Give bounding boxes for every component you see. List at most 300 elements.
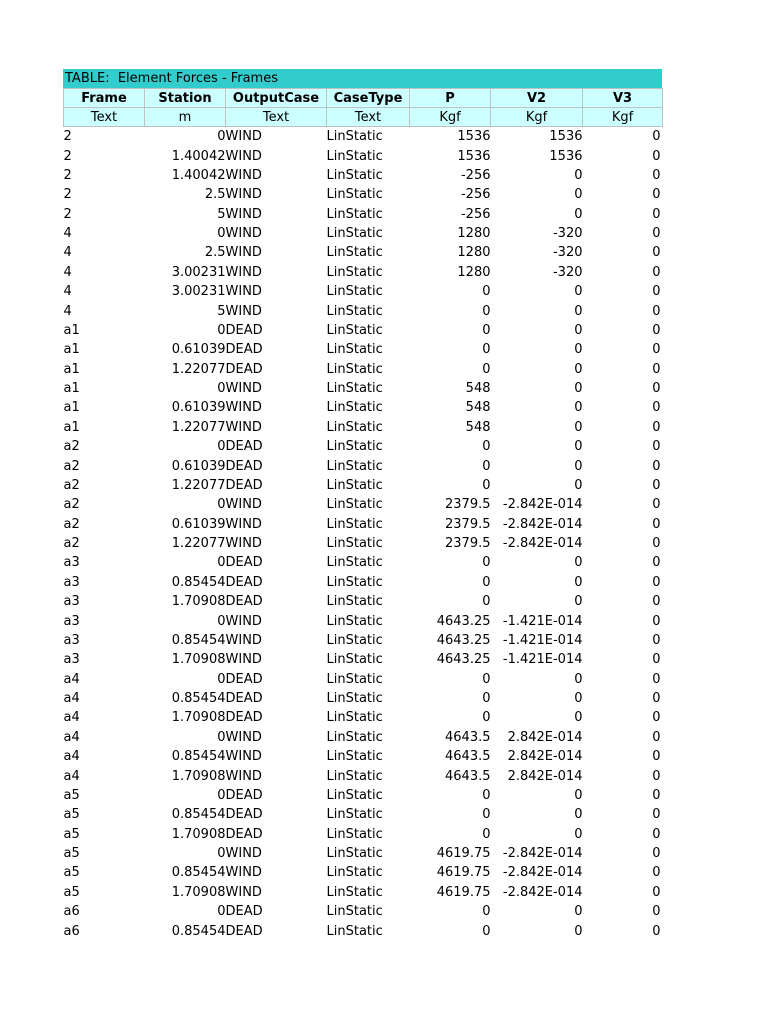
cell-v2: -320: [552, 245, 583, 261]
cell-station: 1.22077: [171, 361, 226, 377]
cell-v3: 0: [652, 594, 661, 610]
table-row: [64, 805, 663, 824]
table-title: TABLE: Element Forces - Frames: [63, 69, 662, 88]
table-row: [64, 650, 663, 669]
cell-case-type: LinStatic: [326, 303, 383, 319]
table-body: [64, 127, 663, 941]
cell-v3: 0: [652, 710, 661, 726]
cell-v2: 0: [574, 691, 583, 707]
cell-v3: 0: [652, 729, 661, 745]
table-row: [64, 708, 663, 727]
table-row: [64, 515, 663, 534]
cell-v2: 1536: [549, 148, 583, 164]
cell-p: 4643.25: [436, 632, 491, 648]
cell-v2: 0: [574, 206, 583, 222]
cell-station: 0.85454: [171, 632, 226, 648]
cell-case-type: LinStatic: [326, 226, 383, 242]
header-case-type: CaseType: [327, 89, 410, 108]
cell-v3: 0: [652, 884, 661, 900]
cell-frame: 2: [63, 167, 72, 183]
cell-v3: 0: [652, 187, 661, 203]
cell-output-case: DEAD: [225, 458, 263, 474]
cell-case-type: LinStatic: [326, 652, 383, 668]
cell-v3: 0: [652, 477, 661, 493]
cell-p: 0: [482, 284, 491, 300]
cell-case-type: LinStatic: [326, 245, 383, 261]
cell-case-type: LinStatic: [326, 865, 383, 881]
cell-output-case: DEAD: [225, 904, 263, 920]
cell-v2: 2.842E-014: [507, 749, 583, 765]
table-row: [64, 456, 663, 475]
cell-p: 4643.25: [436, 613, 491, 629]
cell-output-case: DEAD: [225, 826, 263, 842]
cell-frame: a3: [63, 555, 80, 571]
cell-station: 0.85454: [171, 749, 226, 765]
table-row: [64, 689, 663, 708]
cell-station: 0: [217, 439, 226, 455]
cell-p: 0: [482, 904, 491, 920]
table-row: [64, 418, 663, 437]
cell-case-type: LinStatic: [326, 807, 383, 823]
table-row: [64, 747, 663, 766]
cell-output-case: WIND: [225, 129, 262, 145]
cell-output-case: WIND: [225, 148, 262, 164]
cell-output-case: DEAD: [225, 477, 263, 493]
cell-station: 3.00231: [171, 284, 226, 300]
cell-v2: -2.842E-014: [502, 516, 583, 532]
cell-v3: 0: [652, 129, 661, 145]
cell-v3: 0: [652, 284, 661, 300]
cell-frame: a6: [63, 904, 80, 920]
cell-station: 0.61039: [171, 342, 226, 358]
cell-station: 0: [217, 129, 226, 145]
cell-v2: -2.842E-014: [502, 536, 583, 552]
table-row: [64, 592, 663, 611]
cell-frame: 4: [63, 226, 72, 242]
cell-case-type: LinStatic: [326, 129, 383, 145]
cell-v3: 0: [652, 923, 661, 939]
cell-case-type: LinStatic: [326, 439, 383, 455]
unit-frame: Text: [64, 108, 145, 127]
unit-v2: Kgf: [491, 108, 583, 127]
cell-v2: 0: [574, 826, 583, 842]
table-row: [64, 205, 663, 224]
table-row: [64, 379, 663, 398]
unit-case-type: Text: [327, 108, 410, 127]
cell-p: 0: [482, 342, 491, 358]
cell-case-type: LinStatic: [326, 710, 383, 726]
cell-v3: 0: [652, 652, 661, 668]
cell-output-case: WIND: [225, 536, 262, 552]
cell-output-case: WIND: [225, 303, 262, 319]
cell-station: 0: [217, 729, 226, 745]
header-v3: V3: [583, 89, 663, 108]
cell-station: 0: [217, 322, 226, 338]
cell-v2: 0: [574, 671, 583, 687]
cell-frame: a4: [63, 710, 80, 726]
table-row: [64, 495, 663, 514]
table-row: [64, 360, 663, 379]
cell-output-case: DEAD: [225, 555, 263, 571]
cell-output-case: WIND: [225, 381, 262, 397]
cell-p: 1536: [457, 148, 491, 164]
cell-output-case: WIND: [225, 226, 262, 242]
cell-output-case: WIND: [225, 846, 262, 862]
cell-output-case: WIND: [225, 245, 262, 261]
table-row: [64, 398, 663, 417]
cell-p: 0: [482, 710, 491, 726]
cell-v3: 0: [652, 439, 661, 455]
cell-case-type: LinStatic: [326, 497, 383, 513]
table-row: [64, 786, 663, 805]
cell-output-case: WIND: [225, 167, 262, 183]
cell-frame: a3: [63, 613, 80, 629]
cell-case-type: LinStatic: [326, 671, 383, 687]
cell-case-type: LinStatic: [326, 691, 383, 707]
cell-station: 0: [217, 381, 226, 397]
cell-case-type: LinStatic: [326, 187, 383, 203]
cell-v3: 0: [652, 904, 661, 920]
cell-frame: a1: [63, 381, 80, 397]
header-p: P: [410, 89, 491, 108]
cell-v2: 0: [574, 342, 583, 358]
table-row: [64, 243, 663, 262]
cell-frame: a1: [63, 322, 80, 338]
cell-case-type: LinStatic: [326, 361, 383, 377]
cell-v2: 0: [574, 574, 583, 590]
cell-frame: a6: [63, 923, 80, 939]
cell-output-case: WIND: [225, 613, 262, 629]
cell-p: 4643.5: [445, 768, 491, 784]
cell-output-case: DEAD: [225, 671, 263, 687]
cell-v3: 0: [652, 555, 661, 571]
cell-p: 1536: [457, 129, 491, 145]
cell-frame: 2: [63, 129, 72, 145]
cell-p: 0: [482, 807, 491, 823]
cell-v3: 0: [652, 322, 661, 338]
table-row: [64, 282, 663, 301]
cell-v3: 0: [652, 400, 661, 416]
cell-p: 0: [482, 322, 491, 338]
cell-station: 0: [217, 671, 226, 687]
cell-output-case: WIND: [225, 264, 262, 280]
cell-v2: 0: [574, 555, 583, 571]
cell-p: 2379.5: [445, 516, 491, 532]
cell-station: 2.5: [204, 187, 226, 203]
cell-station: 1.70908: [171, 652, 226, 668]
cell-p: 0: [482, 691, 491, 707]
cell-output-case: WIND: [225, 632, 262, 648]
cell-station: 0.61039: [171, 458, 226, 474]
cell-case-type: LinStatic: [326, 342, 383, 358]
cell-p: 548: [465, 419, 491, 435]
cell-p: 0: [482, 923, 491, 939]
cell-v3: 0: [652, 807, 661, 823]
cell-v3: 0: [652, 206, 661, 222]
cell-frame: a4: [63, 749, 80, 765]
cell-v2: -320: [552, 264, 583, 280]
cell-v2: 0: [574, 284, 583, 300]
cell-case-type: LinStatic: [326, 613, 383, 629]
table-row: [64, 476, 663, 495]
cell-frame: 4: [63, 284, 72, 300]
spreadsheet: [63, 69, 662, 941]
cell-p: 1280: [457, 264, 491, 280]
cell-station: 1.70908: [171, 710, 226, 726]
cell-frame: 4: [63, 264, 72, 280]
cell-v2: 0: [574, 303, 583, 319]
cell-station: 5: [217, 303, 226, 319]
cell-frame: 4: [63, 303, 72, 319]
header-v2: V2: [491, 89, 583, 108]
cell-frame: a5: [63, 846, 80, 862]
cell-p: 2379.5: [445, 497, 491, 513]
cell-p: 0: [482, 361, 491, 377]
cell-frame: a2: [63, 458, 80, 474]
cell-station: 0.85454: [171, 807, 226, 823]
cell-output-case: WIND: [225, 497, 262, 513]
cell-output-case: DEAD: [225, 923, 263, 939]
cell-station: 1.70908: [171, 826, 226, 842]
cell-station: 0: [217, 846, 226, 862]
cell-station: 5: [217, 206, 226, 222]
cell-case-type: LinStatic: [326, 419, 383, 435]
cell-station: 0: [217, 787, 226, 803]
table-row: [64, 766, 663, 785]
table-row: [64, 553, 663, 572]
cell-v2: 2.842E-014: [507, 768, 583, 784]
cell-v3: 0: [652, 613, 661, 629]
table-row: [64, 670, 663, 689]
cell-output-case: WIND: [225, 749, 262, 765]
cell-p: 0: [482, 671, 491, 687]
table-row: [64, 185, 663, 204]
cell-p: 1280: [457, 226, 491, 242]
cell-station: 1.40042: [171, 167, 226, 183]
cell-p: 0: [482, 594, 491, 610]
cell-case-type: LinStatic: [326, 322, 383, 338]
cell-case-type: LinStatic: [326, 632, 383, 648]
cell-v3: 0: [652, 749, 661, 765]
cell-v3: 0: [652, 536, 661, 552]
table-row: [64, 921, 663, 940]
cell-station: 0.85454: [171, 865, 226, 881]
cell-output-case: DEAD: [225, 322, 263, 338]
cell-frame: a1: [63, 361, 80, 377]
cell-v3: 0: [652, 768, 661, 784]
cell-v3: 0: [652, 671, 661, 687]
cell-frame: a3: [63, 652, 80, 668]
cell-output-case: DEAD: [225, 574, 263, 590]
cell-frame: a5: [63, 787, 80, 803]
unit-station: m: [145, 108, 226, 127]
table-row: [64, 863, 663, 882]
cell-case-type: LinStatic: [326, 167, 383, 183]
cell-case-type: LinStatic: [326, 749, 383, 765]
cell-v2: 0: [574, 187, 583, 203]
header-station: Station: [145, 89, 226, 108]
cell-frame: a2: [63, 497, 80, 513]
table-row: [64, 728, 663, 747]
cell-frame: 4: [63, 245, 72, 261]
cell-frame: a4: [63, 768, 80, 784]
cell-output-case: WIND: [225, 516, 262, 532]
cell-v3: 0: [652, 632, 661, 648]
cell-station: 0.85454: [171, 574, 226, 590]
element-forces-table: [63, 88, 663, 941]
unit-output-case: Text: [226, 108, 327, 127]
cell-p: 4643.5: [445, 749, 491, 765]
cell-case-type: LinStatic: [326, 458, 383, 474]
cell-output-case: WIND: [225, 865, 262, 881]
cell-case-type: LinStatic: [326, 206, 383, 222]
table-row: [64, 631, 663, 650]
cell-frame: a1: [63, 342, 80, 358]
cell-frame: a2: [63, 439, 80, 455]
cell-frame: a3: [63, 574, 80, 590]
cell-case-type: LinStatic: [326, 284, 383, 300]
cell-v3: 0: [652, 846, 661, 862]
table-row: [64, 340, 663, 359]
cell-output-case: WIND: [225, 206, 262, 222]
cell-station: 0.61039: [171, 516, 226, 532]
cell-v3: 0: [652, 245, 661, 261]
cell-v2: 0: [574, 477, 583, 493]
cell-output-case: WIND: [225, 768, 262, 784]
cell-station: 1.70908: [171, 768, 226, 784]
header-row: [64, 89, 663, 108]
cell-p: -256: [460, 167, 491, 183]
cell-v2: 0: [574, 807, 583, 823]
cell-frame: a2: [63, 516, 80, 532]
cell-v3: 0: [652, 148, 661, 164]
cell-frame: a4: [63, 671, 80, 687]
cell-case-type: LinStatic: [326, 846, 383, 862]
cell-p: 0: [482, 477, 491, 493]
cell-v3: 0: [652, 497, 661, 513]
cell-v2: 0: [574, 419, 583, 435]
cell-v2: 0: [574, 400, 583, 416]
table-row: [64, 146, 663, 165]
cell-p: 0: [482, 574, 491, 590]
table-row: [64, 825, 663, 844]
cell-p: -256: [460, 187, 491, 203]
cell-p: 4643.5: [445, 729, 491, 745]
cell-case-type: LinStatic: [326, 574, 383, 590]
cell-p: 1280: [457, 245, 491, 261]
cell-p: 2379.5: [445, 536, 491, 552]
cell-frame: a2: [63, 477, 80, 493]
cell-v2: -1.421E-014: [502, 632, 583, 648]
cell-output-case: DEAD: [225, 439, 263, 455]
cell-station: 1.40042: [171, 148, 226, 164]
cell-p: 4643.25: [436, 652, 491, 668]
table-row: [64, 534, 663, 553]
cell-station: 0: [217, 555, 226, 571]
cell-output-case: WIND: [225, 652, 262, 668]
cell-station: 0: [217, 226, 226, 242]
cell-v2: 0: [574, 787, 583, 803]
cell-frame: a3: [63, 594, 80, 610]
cell-p: 548: [465, 381, 491, 397]
cell-frame: a2: [63, 536, 80, 552]
table-row: [64, 883, 663, 902]
cell-frame: a5: [63, 807, 80, 823]
cell-station: 1.22077: [171, 536, 226, 552]
cell-case-type: LinStatic: [326, 148, 383, 164]
cell-v2: 0: [574, 594, 583, 610]
cell-output-case: DEAD: [225, 807, 263, 823]
cell-output-case: DEAD: [225, 361, 263, 377]
cell-p: 0: [482, 303, 491, 319]
table-row: [64, 437, 663, 456]
cell-v2: -2.842E-014: [502, 865, 583, 881]
cell-p: 4619.75: [436, 865, 491, 881]
cell-v2: 0: [574, 904, 583, 920]
cell-output-case: WIND: [225, 284, 262, 300]
cell-output-case: DEAD: [225, 691, 263, 707]
cell-case-type: LinStatic: [326, 264, 383, 280]
cell-station: 1.70908: [171, 594, 226, 610]
cell-frame: a1: [63, 400, 80, 416]
cell-frame: a5: [63, 826, 80, 842]
cell-case-type: LinStatic: [326, 477, 383, 493]
unit-v3: Kgf: [583, 108, 663, 127]
cell-v2: -1.421E-014: [502, 652, 583, 668]
cell-case-type: LinStatic: [326, 594, 383, 610]
cell-frame: a5: [63, 884, 80, 900]
cell-output-case: WIND: [225, 419, 262, 435]
cell-v3: 0: [652, 361, 661, 377]
cell-v3: 0: [652, 264, 661, 280]
cell-case-type: LinStatic: [326, 400, 383, 416]
cell-p: -256: [460, 206, 491, 222]
cell-v2: 2.842E-014: [507, 729, 583, 745]
cell-case-type: LinStatic: [326, 381, 383, 397]
cell-output-case: WIND: [225, 187, 262, 203]
cell-station: 1.22077: [171, 477, 226, 493]
table-row: [64, 902, 663, 921]
cell-frame: a5: [63, 865, 80, 881]
cell-v2: 0: [574, 167, 583, 183]
cell-v3: 0: [652, 167, 661, 183]
cell-v2: -2.842E-014: [502, 846, 583, 862]
cell-station: 3.00231: [171, 264, 226, 280]
cell-p: 548: [465, 400, 491, 416]
cell-p: 0: [482, 439, 491, 455]
cell-p: 0: [482, 826, 491, 842]
cell-v2: -2.842E-014: [502, 497, 583, 513]
cell-station: 1.22077: [171, 419, 226, 435]
units-row: [64, 108, 663, 127]
header-frame: Frame: [64, 89, 145, 108]
cell-station: 0: [217, 613, 226, 629]
cell-station: 0.85454: [171, 923, 226, 939]
cell-p: 0: [482, 458, 491, 474]
cell-v3: 0: [652, 342, 661, 358]
cell-case-type: LinStatic: [326, 787, 383, 803]
cell-station: 0: [217, 904, 226, 920]
cell-station: 0.85454: [171, 691, 226, 707]
cell-case-type: LinStatic: [326, 904, 383, 920]
cell-case-type: LinStatic: [326, 729, 383, 745]
cell-v2: 0: [574, 322, 583, 338]
cell-v2: 0: [574, 923, 583, 939]
cell-v2: -2.842E-014: [502, 884, 583, 900]
cell-v3: 0: [652, 226, 661, 242]
header-output-case: OutputCase: [226, 89, 327, 108]
cell-station: 0: [217, 497, 226, 513]
